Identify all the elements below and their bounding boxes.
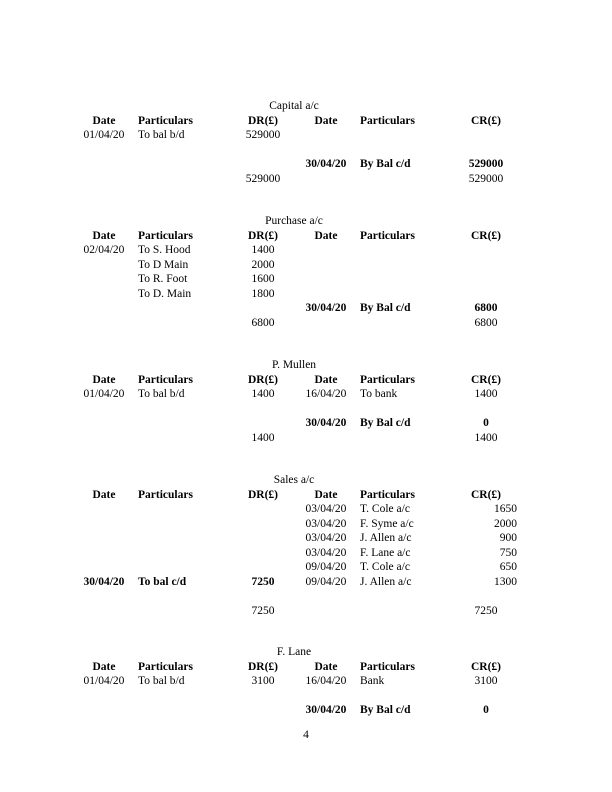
entry-dr: 2000 <box>251 258 275 271</box>
entry-date: 01/04/20 <box>83 675 125 687</box>
totals-row <box>0 173 612 188</box>
header-particulars: Particulars <box>138 373 193 386</box>
entry-dr: 1800 <box>251 287 275 300</box>
balance-cr: 0 <box>483 417 489 429</box>
entry-particulars: To bal b/d <box>138 388 185 400</box>
entry-date-cr: 03/04/20 <box>305 517 347 530</box>
mullen-ledger <box>0 359 612 446</box>
balance-cr: 529000 <box>468 158 504 170</box>
table-row <box>0 561 612 576</box>
entry-date-cr: 16/04/20 <box>305 388 347 400</box>
balance-cr: 6800 <box>474 302 498 314</box>
header-date-cr: Date <box>314 229 338 242</box>
entry-particulars: To S. Hood <box>138 244 191 256</box>
total-cr: 7250 <box>474 604 498 617</box>
entry-particulars: To D. Main <box>138 287 192 300</box>
table-row <box>0 129 612 144</box>
header-particulars: Particulars <box>138 660 193 673</box>
total-dr: 7250 <box>251 604 275 617</box>
header-dr: DR(£) <box>247 229 279 242</box>
header-date-cr: Date <box>314 660 338 673</box>
totals-row <box>0 317 612 332</box>
entry-date-cr: 16/04/20 <box>305 675 347 687</box>
entry-cr: 1400 <box>474 388 498 400</box>
entry-particulars: To bal b/d <box>138 129 185 141</box>
entry-particulars-cr: J. Allen a/c <box>360 532 412 544</box>
lane-header-row <box>0 661 612 676</box>
header-date-cr: Date <box>314 114 338 127</box>
header-cr: CR(£) <box>470 488 502 501</box>
table-row <box>0 532 612 547</box>
header-date: Date <box>92 373 116 386</box>
header-date: Date <box>92 488 116 501</box>
balance-date: 30/04/20 <box>305 417 347 429</box>
entry-cr: 2000 <box>494 517 517 530</box>
balance-row <box>0 417 612 432</box>
balance-particulars: By Bal c/d <box>360 704 411 716</box>
table-row <box>0 259 612 274</box>
entry-cr: 1650 <box>494 503 517 515</box>
entry-particulars: To R. Foot <box>138 273 188 285</box>
header-date: Date <box>92 229 116 242</box>
purchase-ledger <box>0 215 612 331</box>
entry-cr: 900 <box>499 532 517 544</box>
page-number: 4 <box>303 729 309 741</box>
lane-title: F. Lane <box>276 646 312 658</box>
sales-title: Sales a/c <box>273 474 315 486</box>
entry-date-cr: 09/04/20 <box>305 561 347 573</box>
entry-particulars-cr: Bank <box>360 675 385 687</box>
table-row <box>0 576 612 591</box>
header-dr: DR(£) <box>247 373 279 386</box>
total-cr: 529000 <box>468 172 504 185</box>
entry-particulars-cr: F. Syme a/c <box>360 517 414 530</box>
balance-row <box>0 302 612 317</box>
header-particulars-cr: Particulars <box>360 114 415 127</box>
lane-ledger <box>0 646 612 719</box>
table-row <box>0 288 612 303</box>
balance-particulars: By Bal c/d <box>360 302 411 314</box>
table-row <box>0 503 612 518</box>
table-row <box>0 273 612 288</box>
header-date-cr: Date <box>314 373 338 386</box>
entry-dr: 529000 <box>245 129 281 141</box>
entry-date-cr: 03/04/20 <box>305 503 347 515</box>
entry-particulars-cr: J. Allen a/c <box>360 575 412 588</box>
entry-cr: 750 <box>499 546 517 559</box>
header-dr: DR(£) <box>247 660 279 673</box>
table-row <box>0 518 612 533</box>
balance-particulars: By Bal c/d <box>360 417 411 429</box>
entry-cr: 650 <box>499 561 517 573</box>
entry-date-cr: 03/04/20 <box>305 532 347 544</box>
purchase-title: Purchase a/c <box>265 215 323 227</box>
header-cr: CR(£) <box>470 660 502 673</box>
header-cr: CR(£) <box>470 114 502 127</box>
header-particulars-cr: Particulars <box>360 488 415 501</box>
total-cr: 6800 <box>474 316 498 329</box>
entry-particulars: To bal b/d <box>138 675 185 687</box>
totals-row <box>0 605 612 620</box>
balance-row <box>0 704 612 719</box>
balance-particulars: To bal c/d <box>138 575 187 588</box>
header-particulars: Particulars <box>138 114 193 127</box>
balance-dr: 7250 <box>251 575 275 588</box>
table-row <box>0 675 612 690</box>
balance-date: 30/04/20 <box>305 158 347 170</box>
totals-row <box>0 432 612 447</box>
balance-date: 30/04/20 <box>305 302 347 314</box>
entry-date-cr: 09/04/20 <box>305 575 347 588</box>
total-dr: 529000 <box>245 172 281 185</box>
entry-date: 02/04/20 <box>83 244 125 256</box>
entry-cr: 3100 <box>474 675 498 687</box>
capital-title: Capital a/c <box>269 100 319 112</box>
capital-ledger <box>0 100 612 187</box>
header-date: Date <box>92 114 116 127</box>
header-dr: DR(£) <box>247 114 279 127</box>
header-date: Date <box>92 660 116 673</box>
header-particulars-cr: Particulars <box>360 660 415 673</box>
entry-particulars-cr: T. Cole a/c <box>360 561 410 573</box>
header-cr: CR(£) <box>470 229 502 242</box>
total-dr: 6800 <box>251 316 275 329</box>
balance-date: 30/04/20 <box>83 575 125 588</box>
entry-particulars-cr: T. Cole a/c <box>360 503 410 515</box>
balance-row <box>0 158 612 173</box>
entry-dr: 1600 <box>251 273 275 285</box>
entry-dr: 1400 <box>251 244 275 256</box>
entry-particulars: To D Main <box>138 258 189 271</box>
entry-cr: 1300 <box>494 575 517 588</box>
balance-particulars: By Bal c/d <box>360 158 411 170</box>
table-row <box>0 547 612 562</box>
header-date-cr: Date <box>314 488 338 501</box>
entry-dr: 1400 <box>251 388 275 400</box>
entry-date-cr: 03/04/20 <box>305 546 347 559</box>
total-cr: 1400 <box>474 431 498 444</box>
header-particulars-cr: Particulars <box>360 229 415 242</box>
total-dr: 1400 <box>251 431 275 444</box>
entry-dr: 3100 <box>251 675 275 687</box>
mullen-header-row <box>0 374 612 389</box>
header-particulars: Particulars <box>138 229 193 242</box>
entry-particulars-cr: F. Lane a/c <box>360 546 411 559</box>
sales-header-row <box>0 489 612 504</box>
header-particulars: Particulars <box>138 488 193 501</box>
entry-date: 01/04/20 <box>83 129 125 141</box>
purchase-header-row <box>0 230 612 245</box>
table-row <box>0 244 612 259</box>
entry-date: 01/04/20 <box>83 388 125 400</box>
header-cr: CR(£) <box>470 373 502 386</box>
header-particulars-cr: Particulars <box>360 373 415 386</box>
sales-ledger <box>0 474 612 619</box>
capital-header-row <box>0 115 612 130</box>
entry-particulars-cr: To bank <box>360 388 398 400</box>
table-row <box>0 388 612 403</box>
balance-cr: 0 <box>483 704 489 716</box>
header-dr: DR(£) <box>247 488 279 501</box>
balance-date: 30/04/20 <box>305 704 347 716</box>
mullen-title: P. Mullen <box>271 359 317 371</box>
